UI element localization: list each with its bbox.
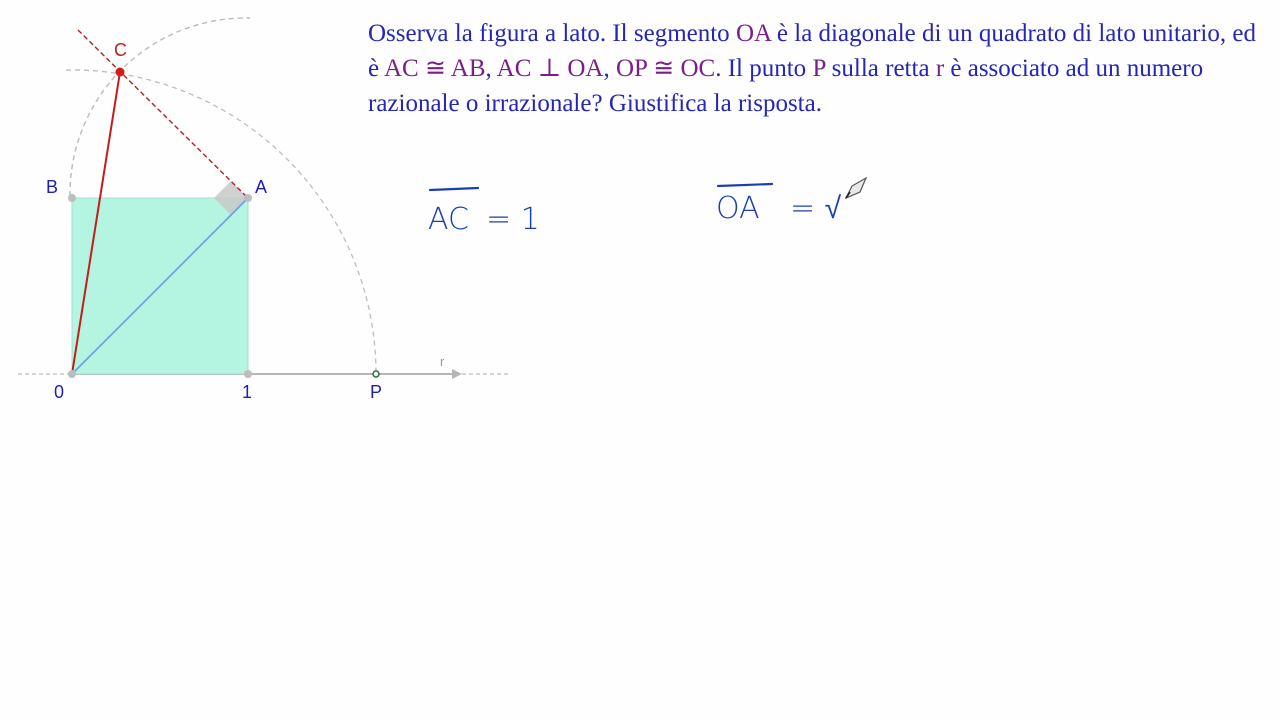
- point-b: [68, 194, 76, 202]
- point-p: [373, 371, 379, 377]
- point-o: [68, 370, 76, 378]
- label-a: A: [255, 177, 268, 197]
- math-oa: OA: [735, 20, 771, 47]
- math-ac-cong-ab: AC ≅ AB: [383, 55, 486, 82]
- point-c: [116, 68, 125, 77]
- problem-text-6: sulla retta: [831, 55, 930, 82]
- problem-text-3: ,: [485, 55, 492, 82]
- problem-text-4: ,: [603, 55, 610, 82]
- problem-text-5: . Il punto: [715, 55, 807, 82]
- label-c: C: [114, 40, 127, 60]
- problem-text-7: è associato ad un numero razionale o irrazionale? Giustifica la risposta.: [368, 55, 1204, 117]
- math-r: r: [935, 55, 945, 82]
- line-r-arrow: [452, 369, 462, 379]
- problem-text-1: Osserva la figura a lato. Il segmento: [368, 20, 730, 47]
- arc-radius-oa: [70, 18, 250, 196]
- hand-eq2-rest: = √: [790, 191, 842, 226]
- label-o: 0: [54, 382, 65, 402]
- math-p: P: [812, 55, 826, 82]
- label-1: 1: [242, 382, 253, 402]
- label-b: B: [46, 177, 59, 197]
- arc-upper: [70, 18, 250, 196]
- math-ac-perp-oa: AC ⊥ OA: [496, 55, 604, 82]
- hand-oa: OA: [716, 191, 760, 226]
- hand-eq1-rest: = 1: [486, 202, 540, 237]
- pen-cursor-icon: [846, 178, 866, 198]
- label-r: r: [440, 354, 445, 369]
- problem-text-2: è la diagonale di un quadrato di lato unitario, ed è: [368, 20, 1256, 82]
- overline-oa: [718, 184, 772, 186]
- problem-statement: [368, 16, 1263, 121]
- label-p: P: [370, 382, 383, 402]
- math-op-cong-oc: OP ≅ OC: [616, 55, 716, 82]
- point-1: [244, 370, 252, 378]
- point-a: [244, 194, 252, 202]
- hand-ac: AC: [428, 202, 469, 237]
